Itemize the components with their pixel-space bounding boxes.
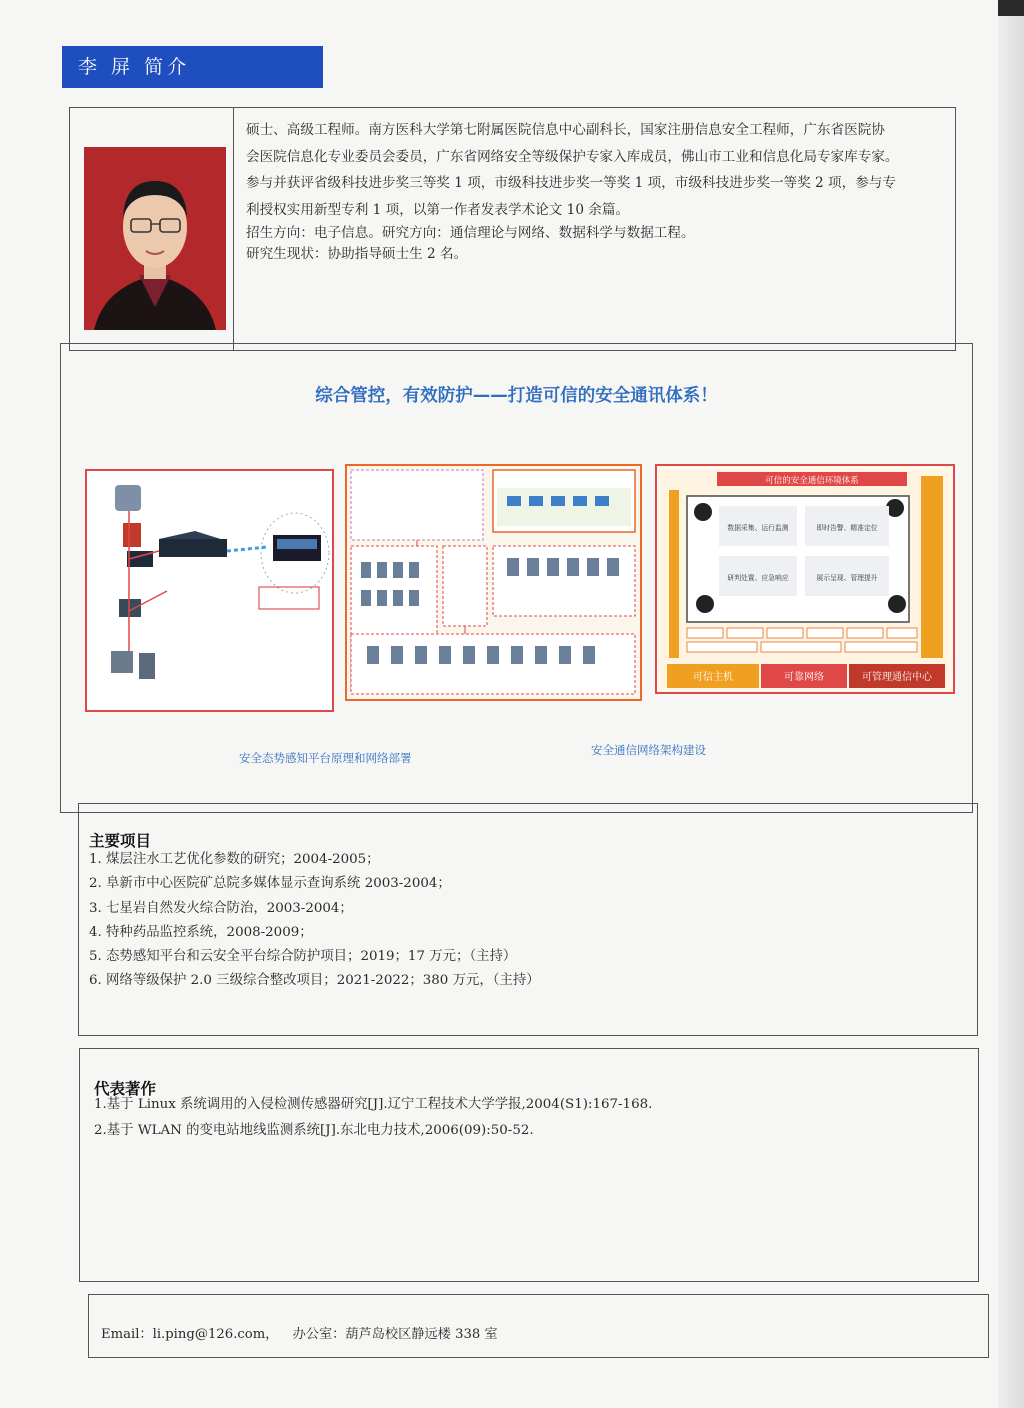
projects-heading: 主要项目 [89, 832, 152, 850]
panel3-tab-2: 可靠网络 [784, 672, 824, 683]
publication-item: 1.基于 Linux 系统调用的入侵检测传感器研究[J].辽宁工程技术大学学报,2004(S1):167-168. [94, 1097, 653, 1112]
project-item: 5. 态势感知平台和云安全平台综合防护项目；2019；17 万元；（主持） [89, 949, 517, 965]
bio-divider [233, 108, 234, 350]
portrait-photo [84, 147, 226, 330]
figure-caption-right: 安全通信网络架构建设 [591, 743, 706, 757]
panel3-cell-1: 数据采集、运行监测 [727, 524, 789, 532]
project-item: 1. 煤层注水工艺优化参数的研究；2004-2005； [89, 852, 380, 867]
contact-email[interactable]: Email：li.ping@126.com， [101, 1327, 279, 1342]
contact-section [88, 1294, 989, 1358]
network-deploy-diagram [85, 469, 334, 712]
project-item: 3. 七星岩自然发火综合防治，2003-2004； [89, 900, 353, 916]
panel3-tab-1: 可信主机 [693, 672, 733, 683]
project-item: 2. 阜新市中心医院矿总院多媒体显示查询系统 2003-2004； [89, 876, 451, 892]
page-edge-mark [998, 0, 1024, 16]
page-edge [998, 0, 1024, 1408]
publications-list [94, 1092, 652, 1144]
profile-title: 李 屏 简介 [62, 46, 323, 88]
projects-section [78, 803, 978, 1036]
bio-line-6: 研究生现状：协助指导硕士生 2 名。 [246, 246, 468, 263]
trusted-comm-system-diagram [655, 464, 955, 694]
project-item: 4. 特种药品监控系统，2008-2009； [89, 924, 313, 940]
figure-caption-left: 安全态势感知平台原理和网络部署 [239, 751, 412, 765]
panel3-cell-3: 研判处置、应急响应 [727, 574, 789, 582]
bio-line-3: 参与并获评省级科技进步奖三等奖 1 项，市级科技进步奖一等奖 1 项，市级科技进步奖一等奖 2 项，参与专 [246, 175, 896, 192]
bio-line-1: 硕士、高级工程师。南方医科大学第七附属医院信息中心副科长，国家注册信息安全工程师，广东省医院协 [246, 122, 885, 138]
panel3-cell-2: 即时告警、精准定位 [816, 524, 878, 532]
contact-line [101, 1323, 508, 1342]
contact-office: 办公室：葫芦岛校区静远楼 338 室 [292, 1327, 498, 1342]
bio-text [246, 117, 946, 265]
figure-title: 综合管控，有效防护——打造可信的安全通讯体系！ [315, 386, 718, 406]
bio-line-2: 会医院信息化专业委员会委员，广东省网络安全等级保护专家入库成员，佛山市工业和信息化局专家库专家。 [246, 148, 899, 165]
figure-section [60, 343, 973, 813]
panel3-title: 可信的安全通信环境体系 [765, 476, 859, 486]
project-item: 6. 网络等级保护 2.0 三级综合整改项目；2021-2022；380 万元，（主持） [89, 973, 540, 989]
publications-section [79, 1048, 979, 1282]
publication-item: 2.基于 WLAN 的变电站地线监测系统[J].东北电力技术,2006(09):50-52. [94, 1123, 534, 1138]
bio-section [69, 107, 956, 351]
projects-list [89, 848, 540, 994]
bio-line-5: 招生方向：电子信息。研究方向：通信理论与网络、数据科学与数据工程。 [246, 225, 695, 242]
hospital-network-architecture-diagram [345, 464, 642, 701]
panel3-tab-3: 可管理通信中心 [862, 672, 932, 683]
publications-heading: 代表著作 [94, 1080, 157, 1098]
panel3-cell-4: 展示呈现、管理提升 [816, 574, 878, 582]
bio-line-4: 利授权实用新型专利 1 项，以第一作者发表学术论文 10 余篇。 [246, 201, 630, 218]
